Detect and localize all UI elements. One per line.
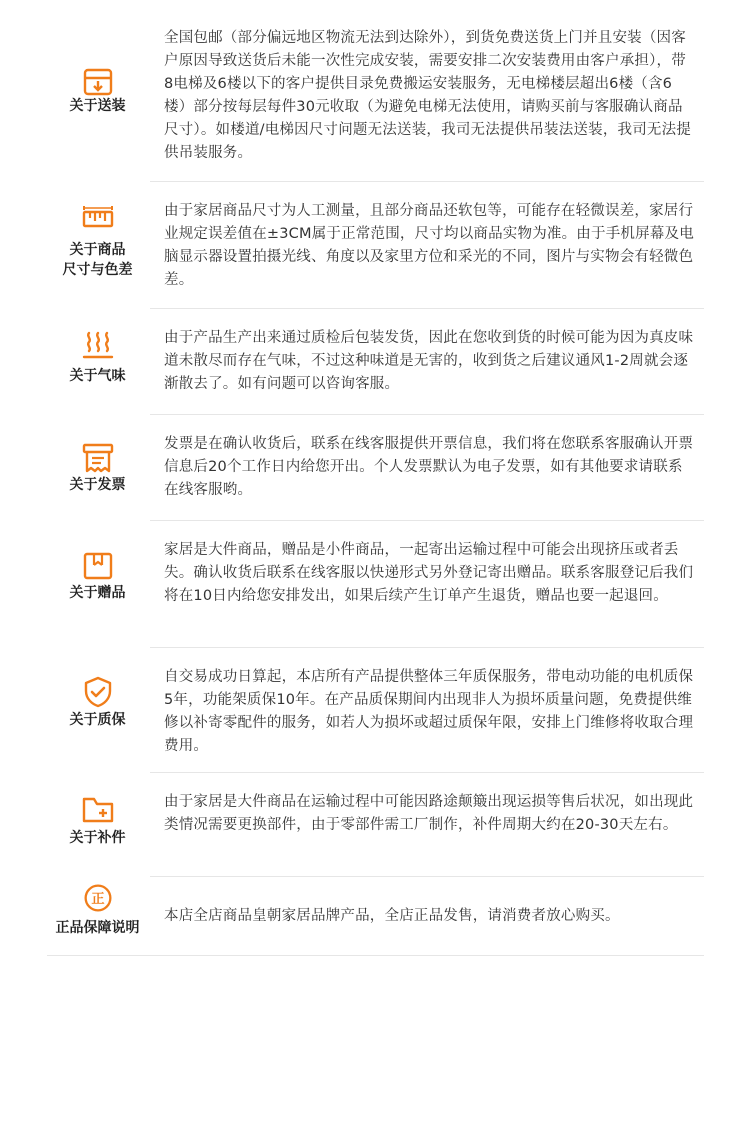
row-content [150, 415, 704, 521]
gift-box-icon [81, 549, 115, 583]
row-text: 由于家居商品尺寸为人工测量，且部分商品还软包等，可能存在轻微误差，家居行业规定误差值在±3CM属于正常范围，尺寸均以商品实物为准。由于手机屏幕及电脑显示器设置拍摄光线、角度以及家里方位和采光的不同，图片与实物会有轻微色差。 [164, 203, 694, 288]
row-text: 自交易成功日算起，本店所有产品提供整体三年质保服务，带电动功能的电机质保5年，功能架质保10年。在产品质保期间内出现非人为损坏质量问题，免费提供维修以补寄零配件的服务，如若人为损坏或超过质保年限，安排上门维修将收取合理费用。 [164, 669, 694, 754]
info-row-parts [0, 773, 750, 877]
row-text: 全国包邮（部分偏远地区物流无法到达除外），到货免费送货上门并且安装（因客户原因导致送货后未能一次性完成安装，需要安排二次安装费用由客户承担），带8电梯及6楼以下的客户提供目录免费搬运安装服务，无电梯楼层超出6楼（含6楼）部分按每层每件30元收取（为避免电梯无法使用，请购买前与客服确认商品尺寸）。如楼道/电梯因尺寸问题无法送装，我司无法提供吊装法送装，我司无法提供吊装服务。 [164, 30, 692, 161]
row-content [150, 309, 704, 415]
shield-check-icon [81, 675, 115, 709]
info-row-smell [0, 309, 750, 415]
row-label: 正品保障说明 [55, 920, 140, 936]
row-content [150, 648, 704, 773]
row-header [47, 309, 148, 415]
info-row-genuine [0, 877, 750, 957]
row-text: 发票是在确认收货后，联系在线客服提供开票信息，我们将在您联系客服确认开票信息后20个工作日内给您开出。个人发票默认为电子发票，如有其他要求请联系在线客服哟。 [164, 436, 694, 498]
row-header [47, 648, 148, 773]
row-label-line1: 关于商品 [69, 242, 126, 258]
delivery-box-icon [81, 65, 115, 99]
row-label-line2: 尺寸与色差 [62, 262, 133, 278]
row-content [150, 10, 704, 182]
row-content [150, 182, 704, 309]
folder-plus-icon [81, 793, 115, 827]
row-label: 关于补件 [69, 830, 126, 846]
row-text: 家居是大件商品，赠品是小件商品，一起寄出运输过程中可能会出现挤压或者丢失。确认收货后联系在线客服以快递形式另外登记寄出赠品。联系客服登记后我们将在10日内给您安排发出，如果后续产生订单产生退货，赠品也要一起退回。 [164, 542, 694, 604]
invoice-icon [81, 441, 115, 475]
row-header [47, 415, 148, 521]
row-header [47, 521, 148, 648]
info-row-warranty [0, 648, 750, 773]
info-row-size-color [0, 182, 750, 309]
row-text: 由于家居是大件商品在运输过程中可能因路途颠簸出现运损等售后状况，如出现此类情况需要更换部件，由于零部件需工厂制作，补件周期大约在20-30天左右。 [164, 794, 694, 833]
row-header [47, 877, 148, 957]
svg-text:正: 正 [90, 891, 105, 907]
row-label: 关于质保 [69, 712, 126, 728]
info-row-delivery [0, 10, 750, 182]
genuine-badge-icon [83, 883, 113, 913]
row-header [47, 182, 148, 309]
row-text: 由于产品生产出来通过质检后包装发货，因此在您收到货的时候可能为因为真皮味道未散尽而存在气味，不过这种味道是无害的，收到货之后建议通风1-2周就会逐渐散去了。如有问题可以咨询客服。 [164, 330, 694, 392]
bottom-divider [47, 955, 704, 956]
row-text: 本店全店商品皇朝家居品牌产品，全店正品发售，请消费者放心购买。 [164, 908, 620, 924]
row-content [150, 521, 704, 648]
row-label: 关于发票 [69, 477, 126, 493]
row-header [47, 10, 148, 182]
row-label: 关于送装 [69, 98, 126, 114]
smell-waves-icon [81, 327, 115, 361]
row-label: 关于气味 [69, 368, 126, 384]
ruler-icon [81, 202, 115, 236]
row-label: 关于赠品 [69, 585, 126, 601]
row-content [150, 773, 704, 877]
row-header [47, 773, 148, 877]
info-row-invoice [0, 415, 750, 521]
info-row-gift [0, 521, 750, 648]
